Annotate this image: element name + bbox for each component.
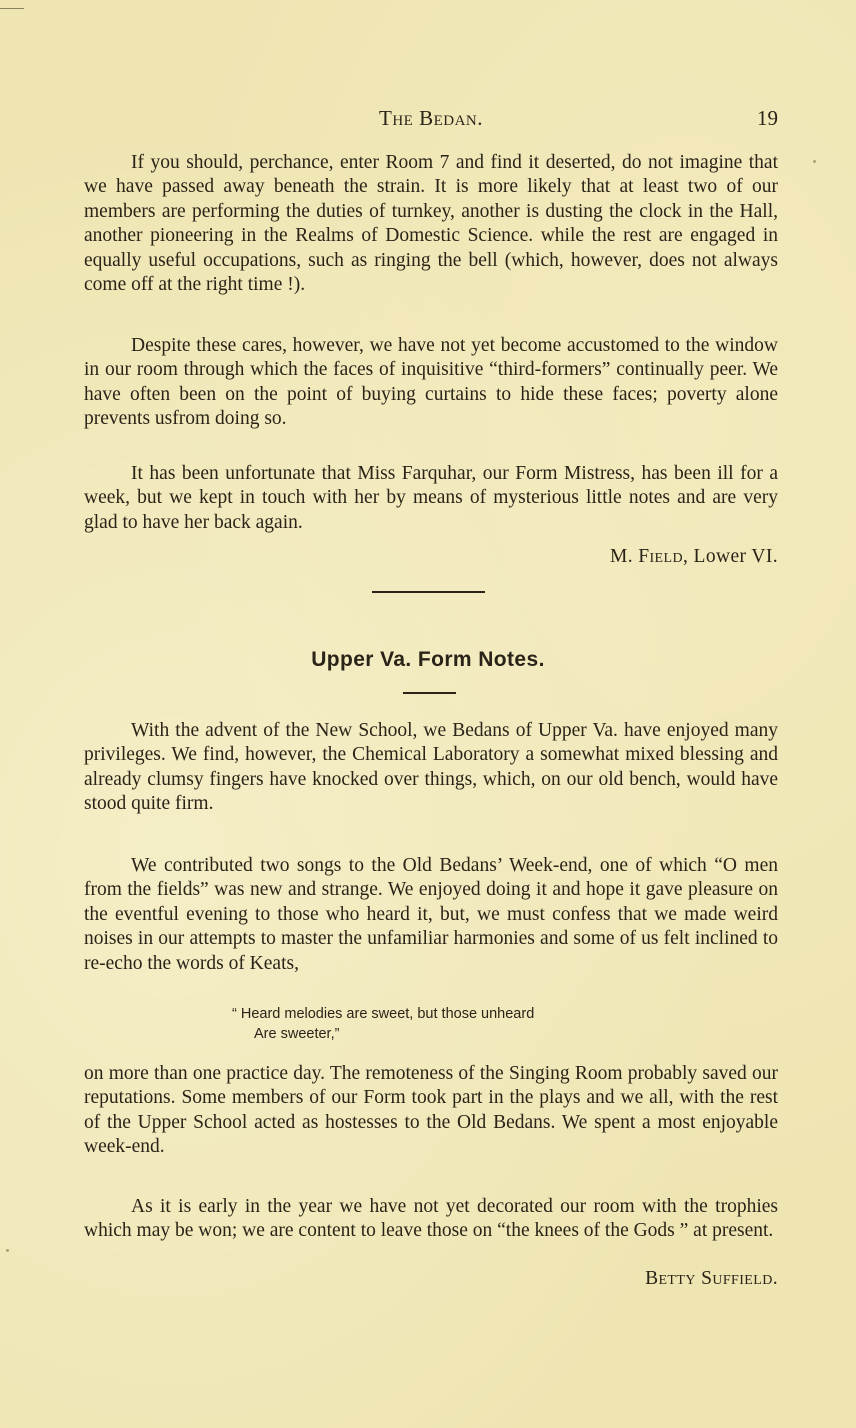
page-number: 19 [757,106,778,130]
paragraph: As it is early in the year we have not yet decorated our room with the trophies which may be won; we are content to leave those on “the knees of the Gods ” at present. [84,1196,778,1242]
paragraph: It has been unfortunate that Miss Farquhar, our Form Mistress, has been ill for a week, but we kept in touch with her by means of mysterious little notes and are very glad to have her back again. [84,463,778,533]
corner-rule [0,8,24,9]
quote-line: “ Heard melodies are sweet, but those unheard [232,1006,535,1022]
paragraph: Despite these cares, however, we have not yet become accustomed to the window in our room through which the faces of inquisitive “third-formers” continually peer. We have often been on the point of buying curtains to hide these faces; poverty alone prevents usfrom doing so. [84,335,778,430]
section-divider [372,591,485,593]
paper-speck [6,1249,9,1252]
keats-quote [232,1004,534,1044]
signature-name: M. Field, [609,546,689,567]
signature-lower-vi [610,546,778,568]
running-title: The Bedan. [379,106,483,130]
quote-line: Are sweeter,” [254,1026,340,1042]
paragraph: With the advent of the New School, we Bedans of Upper Va. have enjoyed many privileges. We find, however, the Chemical Laboratory a somewhat mixed blessing and already clumsy fingers have knocked over things, which, on our old bench, would have stood quite firm. [84,720,778,815]
paragraph: on more than one practice day. The remoteness of the Singing Room probably saved our reputations. Some members of our Form took part in the plays and we all, with the rest of the Upper School acted as hostesses to the Old Bedans. We spent a most enjoyable week-end. [84,1063,778,1158]
paragraph: If you should, perchance, enter Room 7 and find it deserted, do not imagine that we have passed away beneath the strain. It is more likely that at least two of our members are performing the duties of turnkey, another is dusting the clock in the Hall, another pioneering in the Realms of Domestic Science. while the rest are engaged in equally useful occupations, such as ringing the bell (which, however, does not always come off at the right time !). [84,152,778,296]
signature-upper-va [645,1268,778,1290]
signature-name: Betty Suffield. [645,1268,778,1289]
section-title: Upper Va. Form Notes. [311,648,545,671]
paper-speck [813,160,816,163]
title-underline [403,692,456,694]
paragraph: We contributed two songs to the Old Bedans’ Week-end, one of which “O men from the fields” was new and strange. We enjoyed doing it and hope it gave pleasure on the eventful evening to those who heard it, but, we must confess that we made weird noises in our attempts to master the unfamiliar harmonies and some of us felt inclined to re-echo the words of Keats, [84,855,778,974]
page-header [84,106,778,134]
signature-form: Lower VI. [693,546,778,567]
